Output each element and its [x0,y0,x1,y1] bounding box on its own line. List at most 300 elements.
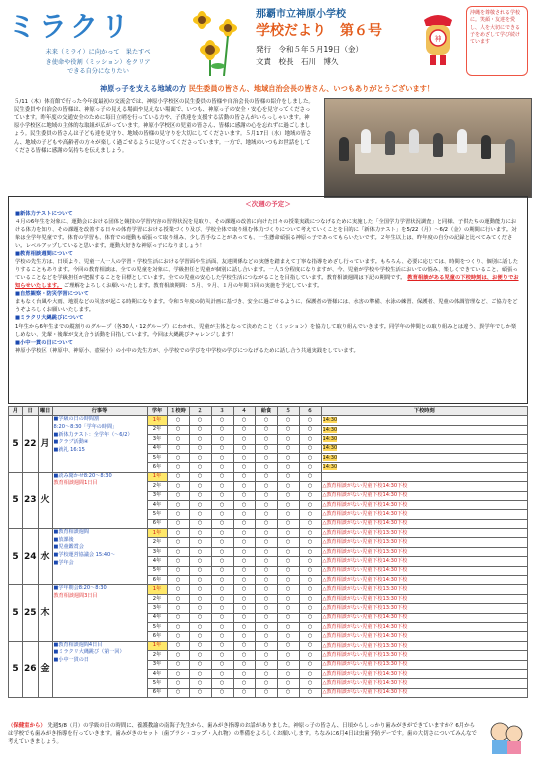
headline [0,84,534,96]
col-header: 下校時刻 [321,407,527,416]
dismissal-note: △教育相談がない児童下校13:30下校 [322,651,408,658]
period-mark: ○ [255,538,277,547]
period-mark: ○ [299,576,321,585]
period-mark: ○ [233,594,255,603]
period-mark: ○ [255,669,277,678]
event-item: ■教育相談週間4日目 [53,641,103,648]
period-mark: ○ [211,641,233,650]
period-mark: ○ [211,491,233,500]
col-header: ２ [189,407,211,416]
dismissal-cell [321,576,527,585]
period-mark: ○ [167,472,189,481]
period-mark: ○ [189,613,211,622]
dismissal-note: △教育相談がない児童下校14:30下校 [322,670,408,677]
event-item: ■放課後 [53,536,74,543]
period-mark: ○ [299,613,321,622]
health-text: 先週5/8（月）の学級の日の時間に、養護教諭の南海子先生から、歯みがき指導のお話がありました。神原っ子の皆さん、日頃からしっかり歯みがきができていますか？6月からは学校でも歯みがき指導を行っていきます。歯みがきのセット（歯ブラシ・コップ・入れ物）の準備をよろしくお願いします。ちなみに6月4日は虫歯予防デーです。歯の大切さについてみんなで考えていきましょう。 [8,723,477,746]
col-header: 日 [23,407,39,416]
period-mark: ○ [167,435,189,444]
period-mark: ○ [277,519,299,528]
month-cell: 5 [9,585,23,641]
period-mark: ○ [233,472,255,481]
period-mark: ○ [233,669,255,678]
weekday-cell: 木 [38,585,52,641]
period-mark: ○ [255,585,277,594]
period-mark: ○ [211,472,233,481]
period-mark: ○ [211,585,233,594]
dismissal-note: △教育相談がない児童下校14:30下校 [322,576,408,583]
grade-cell: 6年 [147,519,167,528]
event-item: ■クラブ活動④ [53,439,89,446]
dismissal-cell [321,482,527,491]
period-mark: ○ [167,679,189,688]
period-mark: ○ [211,557,233,566]
dismissal-cell [321,679,527,688]
period-mark: ○ [189,669,211,678]
period-mark: ○ [189,463,211,472]
period-mark: ○ [167,585,189,594]
col-header: ５ [277,407,299,416]
period-mark: ○ [277,594,299,603]
period-mark: ○ [167,491,189,500]
dismissal-cell [321,547,527,556]
date-cell: 25 [23,585,39,641]
dismissal-note: △教育相談がない児童下校14:30下校 [322,614,408,621]
period-mark: ○ [189,529,211,538]
dismissal-note: △教育相談がない児童下校13:30下校 [322,539,408,546]
period-mark: ○ [189,604,211,613]
col-header: ６ [299,407,321,416]
events-cell [52,529,147,585]
section-text: 神原小学校区（神原中、神原小、壺屋小）の小中の先生方が、小学校での学びを中学校の学びにつなげるために話し合う共通実践をしています。 [15,347,359,354]
event-item: ■就礼 16:15 [53,446,85,453]
period-mark: ○ [277,651,299,660]
period-mark: ○ [255,632,277,641]
period-mark: ○ [233,416,255,425]
period-mark: ○ [189,547,211,556]
period-mark: ○ [167,651,189,660]
dismissal-cell [321,463,527,472]
period-mark: ○ [167,632,189,641]
grade-cell: 4年 [147,444,167,453]
dismissal-note: △教育相談がない児童下校14:30下校 [322,689,408,696]
period-mark: ○ [255,679,277,688]
period-mark: ○ [189,425,211,434]
dismissal-note: △教育相談がない児童下校14:30下校 [322,511,408,518]
weekly-table [8,406,528,698]
grade-cell: 5年 [147,679,167,688]
dismissal-cell [321,510,527,519]
period-mark: ○ [277,453,299,462]
period-mark: ○ [255,641,277,650]
period-mark: ○ [167,622,189,631]
period-mark: ○ [167,482,189,491]
period-mark: ○ [255,557,277,566]
date-cell: 26 [23,641,39,697]
period-mark: ○ [277,510,299,519]
period-mark: ○ [277,660,299,669]
event-item: ■学級の日の時間割 [53,416,100,423]
period-mark: ○ [233,660,255,669]
period-mark: ○ [167,425,189,434]
event-item: ■小中一貫の日 [53,657,89,664]
period-mark: ○ [189,472,211,481]
period-mark: ○ [277,566,299,575]
period-mark: ○ [255,547,277,556]
dismissal-note: △教育相談がない児童下校13:30下校 [322,529,408,536]
dismissal-cell [321,416,527,425]
events-cell [52,416,147,472]
dismissal-note: △教育相談がない児童下校14:30下校 [322,492,408,499]
period-mark: ○ [277,491,299,500]
period-mark: ○ [277,463,299,472]
event-item: 8:20〜8:30「学年の時間」 [53,424,118,431]
section-heading: ■新体力テストについて [15,210,73,217]
grade-cell: 1年 [147,472,167,481]
period-mark: ○ [189,679,211,688]
period-mark: ○ [167,669,189,678]
period-mark: ○ [299,594,321,603]
grade-cell: 3年 [147,604,167,613]
health-note [8,722,478,746]
dismissal-note: △教育相談がない児童下校14:30下校 [322,520,408,527]
col-header: 曜日 [38,407,52,416]
dismissal-note: △教育相談がない児童下校13:30下校 [322,586,408,593]
schedule-section [15,210,521,250]
period-mark: ○ [255,651,277,660]
period-mark: ○ [277,444,299,453]
period-mark: ○ [233,453,255,462]
period-mark: ○ [277,557,299,566]
period-mark: ○ [167,463,189,472]
period-mark: ○ [299,510,321,519]
intro-text: ５/11（木）体育館で行った今年度最初の交流会では、神原小学校区の民生委員の皆様や自治会長の皆様の紹介をしました。民生委員や自治会の皆様は、神原っ子の見える場面や見えない場面で、いつも、神原っ子の安全・安心を見守ってくださっています。昨年度の交通安全のために毎日立哨を行っている方や、子供達を支援する活動の皆さんがいらっしゃいます。神原小学校区に地域の主体的な取組が広がっています。神原小学校区の児童の皆さん、皆様に感謝の心を忘れずに過ごしましょう。民生委員の皆さんは子ども達を見守り、地域の皆様の見守りを大切にしてくださいます。５月17日（水）地域の皆さん、地域の子どもや高齢者の方々が楽しく過ごせるように見守ってくださっています。一方で、地域のいつもお世話をしてくださる皆様に感謝の気持ちを伝えましょう。 [14,99,314,154]
period-mark: ○ [299,416,321,425]
period-mark: ○ [189,482,211,491]
period-mark: ○ [255,416,277,425]
newsletter-title: 学校だより 第６号 [256,23,382,39]
period-mark: ○ [255,435,277,444]
tooth-brush-icon [486,718,526,756]
col-header: 行事等 [52,407,147,416]
grade-cell: 3年 [147,547,167,556]
period-mark: ○ [299,679,321,688]
period-mark: ○ [233,651,255,660]
period-mark: ○ [189,519,211,528]
dismissal-cell [321,538,527,547]
period-mark: ○ [189,651,211,660]
period-mark: ○ [277,472,299,481]
period-mark: ○ [299,547,321,556]
period-mark: ○ [211,463,233,472]
dismissal-cell [321,453,527,462]
dismissal-cell [321,425,527,434]
period-mark: ○ [233,425,255,434]
period-mark: ○ [189,566,211,575]
grade-cell: 2年 [147,425,167,434]
dismissal-note: △教育相談がない児童下校14:30下校 [322,482,408,489]
period-mark: ○ [211,622,233,631]
period-mark: ○ [233,622,255,631]
period-mark: ○ [233,604,255,613]
grade-cell: 6年 [147,463,167,472]
period-mark: ○ [299,519,321,528]
motto-line: き使命や役割（ミッション）をクリア [45,58,151,66]
period-mark: ○ [189,557,211,566]
period-mark: ○ [255,622,277,631]
period-mark: ○ [189,444,211,453]
grade-cell: 3年 [147,435,167,444]
header [0,0,534,82]
dismissal-cell [321,632,527,641]
period-mark: ○ [233,688,255,697]
event-item: 教育相談週間3日目 [53,593,98,600]
grade-cell: 1年 [147,416,167,425]
logo: ミラクリ [8,10,133,43]
period-mark: ○ [211,425,233,434]
headline-left: 神原っ子を支える地域の方 [99,84,187,93]
period-mark: ○ [277,435,299,444]
health-label: （保健室から） [8,723,46,729]
dismissal-note: △教育相談がない児童下校13:30下校 [322,661,408,668]
period-mark: ○ [211,529,233,538]
period-mark: ○ [233,529,255,538]
period-mark: ○ [299,585,321,594]
period-mark: ○ [211,453,233,462]
period-mark: ○ [233,519,255,528]
grade-cell: 1年 [147,641,167,650]
grade-cell: 4年 [147,669,167,678]
event-item: ■新体力テスト：全学年（〜6/2） [53,431,133,438]
dismissal-time: 14:30 [322,454,338,461]
period-mark: ○ [211,416,233,425]
period-mark: ○ [211,632,233,641]
period-mark: ○ [233,444,255,453]
grade-cell: 4年 [147,613,167,622]
period-mark: ○ [233,576,255,585]
period-mark: ○ [277,529,299,538]
period-mark: ○ [277,585,299,594]
period-mark: ○ [255,444,277,453]
weekday-cell: 金 [38,641,52,697]
table-header-row [9,407,528,416]
schedule-section [15,250,521,290]
dismissal-cell [321,472,527,481]
next-week-schedule [8,196,528,404]
period-mark: ○ [233,491,255,500]
period-mark: ○ [299,463,321,472]
dismissal-cell [321,529,527,538]
sunflower-icon [180,6,250,76]
grade-cell: 1年 [147,585,167,594]
period-mark: ○ [233,679,255,688]
dismissal-time: 14:30 [322,464,338,471]
dismissal-cell [321,613,527,622]
school-name: 那覇市立神原小学校 [256,9,346,20]
period-mark: ○ [211,510,233,519]
period-mark: ○ [189,660,211,669]
period-mark: ○ [211,688,233,697]
period-mark: ○ [211,613,233,622]
period-mark: ○ [167,604,189,613]
period-mark: ○ [277,679,299,688]
grade-cell: 5年 [147,453,167,462]
mascot-icon [418,12,458,68]
period-mark: ○ [233,547,255,556]
period-mark: ○ [211,660,233,669]
schedule-section [15,290,521,314]
grade-cell: 2年 [147,482,167,491]
period-mark: ○ [211,669,233,678]
period-mark: ○ [167,641,189,650]
section-text: ご理解をよろしくお願いいたします。教育相談期間：５月、９月、１月の年間３回の実施を予定しています。 [63,283,323,290]
dismissal-cell [321,604,527,613]
grade-cell: 2年 [147,594,167,603]
period-mark: ○ [255,482,277,491]
grade-cell: 5年 [147,622,167,631]
period-mark: ○ [189,500,211,509]
period-mark: ○ [211,538,233,547]
section-heading: ■小中一貫の日について [15,339,73,346]
period-mark: ○ [277,425,299,434]
dismissal-time: 14:30 [322,445,338,452]
dismissal-cell [321,557,527,566]
dismissal-cell [321,444,527,453]
period-mark: ○ [255,576,277,585]
dismissal-time: 14:30 [322,417,338,424]
event-item: ■教育相談週間 [53,529,89,536]
period-mark: ○ [299,444,321,453]
period-mark: ○ [277,482,299,491]
period-mark: ○ [299,557,321,566]
dismissal-cell [321,594,527,603]
dismissal-note: △教育相談がない児童下校14:30下校 [322,501,408,508]
period-mark: ○ [255,491,277,500]
period-mark: ○ [167,416,189,425]
period-mark: ○ [299,491,321,500]
events-cell [52,472,147,528]
period-mark: ○ [167,557,189,566]
events-cell [52,585,147,641]
date-cell: 24 [23,529,39,585]
month-cell: 5 [9,641,23,697]
dismissal-cell [321,669,527,678]
section-text: まもなく台風や大雨、地震などの災害が起こる時期になります。令和５年度の防災計画に基づき、安全に過ごせるように、保護者の皆様には、水害の準備、水泳の練習、保護者、児童の体調管理など、ご協力をどうぞよろしくお願いいたします。 [15,299,518,314]
dismissal-cell [321,688,527,697]
period-mark: ○ [189,641,211,650]
period-mark: ○ [167,660,189,669]
period-mark: ○ [299,622,321,631]
period-mark: ○ [233,538,255,547]
period-mark: ○ [167,594,189,603]
period-mark: ○ [167,500,189,509]
period-mark: ○ [211,547,233,556]
period-mark: ○ [189,435,211,444]
period-mark: ○ [299,435,321,444]
period-mark: ○ [189,453,211,462]
grade-cell: 5年 [147,510,167,519]
period-mark: ○ [299,651,321,660]
period-mark: ○ [189,585,211,594]
period-mark: ○ [255,425,277,434]
period-mark: ○ [189,510,211,519]
event-photo [324,98,532,198]
period-mark: ○ [233,566,255,575]
period-mark: ○ [299,660,321,669]
event-item: ■学年朝会8:20〜8:30 [53,585,107,592]
period-mark: ○ [299,632,321,641]
period-mark: ○ [299,538,321,547]
dismissal-note: △教育相談がない児童下校14:30下校 [322,623,408,630]
period-mark: ○ [233,435,255,444]
dismissal-note: △教育相談がない児童下校13:30下校 [322,604,408,611]
period-mark: ○ [255,594,277,603]
period-mark: ○ [211,519,233,528]
period-mark: ○ [277,604,299,613]
table-body [9,416,528,698]
period-mark: ○ [277,632,299,641]
period-mark: ○ [255,529,277,538]
dismissal-cell [321,519,527,528]
period-mark: ○ [167,510,189,519]
period-mark: ○ [299,500,321,509]
period-mark: ○ [299,566,321,575]
table-row [9,585,528,594]
dismissal-note: △教育相談がない児童下校13:30下校 [322,642,408,649]
period-mark: ○ [167,519,189,528]
period-mark: ○ [189,416,211,425]
period-mark: ○ [233,557,255,566]
dismissal-cell [321,435,527,444]
weekday-cell: 火 [38,472,52,528]
dismissal-note: △教育相談がない児童下校14:30下校 [322,567,408,574]
grade-cell: 6年 [147,632,167,641]
grade-cell: 4年 [147,500,167,509]
headline-right: 民生委員の皆さん、地域自治会長の皆さん、いつもありがとうございます！ [188,84,435,93]
section-text: 1年生から6年生までの縦割りのグループ（各30人・12グループ）にわかれ、児童が主体となって決めたこと（ミッション）を協力して取り組んでいきます。同学年の仲間との取り組みとは違う、異学年でしか楽しめない、先輩・後輩が支え合う活動を目指しています。今回は大縄跳びチャレンジします！ [15,323,517,338]
month-cell: 5 [9,416,23,472]
weekday-cell: 月 [38,416,52,472]
col-header: ３ [211,407,233,416]
grade-cell: 5年 [147,566,167,575]
event-item: ■児童鑑賞会 [53,544,84,551]
period-mark: ○ [189,594,211,603]
dismissal-time: 14:30 [322,435,338,442]
period-mark: ○ [189,688,211,697]
period-mark: ○ [211,482,233,491]
table-row [9,416,528,425]
period-mark: ○ [233,613,255,622]
period-mark: ○ [211,679,233,688]
period-mark: ○ [299,425,321,434]
dismissal-cell [321,622,527,631]
period-mark: ○ [211,594,233,603]
period-mark: ○ [299,641,321,650]
month-cell: 5 [9,472,23,528]
grade-cell: 1年 [147,529,167,538]
motto-line: できる自分になりたい [67,68,129,76]
period-mark: ○ [277,669,299,678]
period-mark: ○ [167,566,189,575]
period-mark: ○ [299,604,321,613]
dismissal-cell [321,641,527,650]
period-mark: ○ [211,651,233,660]
period-mark: ○ [255,472,277,481]
issue-date: 発行 令和５年５月19日（金） [256,45,364,54]
col-header: ４ [233,407,255,416]
dismissal-time: 14:30 [322,426,338,433]
events-cell [52,641,147,697]
